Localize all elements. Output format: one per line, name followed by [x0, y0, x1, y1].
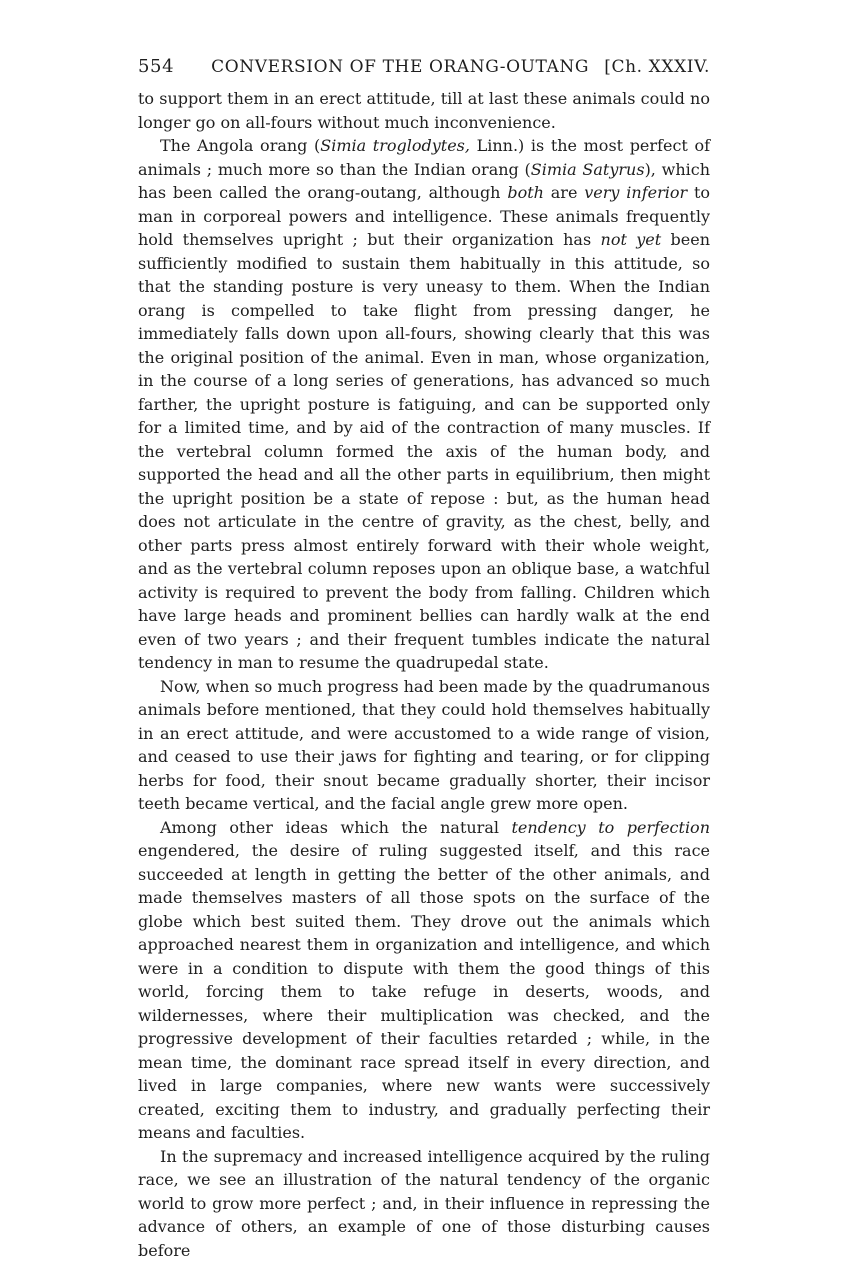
italic-text: Simia Satyrus: [531, 160, 645, 179]
book-page: [138, 56, 710, 1262]
body-text: [138, 87, 710, 1262]
text-run: engendered, the desire of ruling suggested itself, and this race succeeded at length in getting the better of the other animals, and made themselves masters of all those spots on the surface of the globe which best suited them. They drove out the animals which approached nearest them in organization and intelligence, and which were in a condition to dispute with them the good things of this world, forcing them to take refuge in deserts, woods, and wildernesses, where their multiplication was checked, and the progressive development of their faculties retarded ; while, in the mean time, the dominant race spread itself in every direction, and lived in large companies, where new wants were successively created, exciting them to industry, and gradually perfecting their means and faculties.: [138, 841, 710, 1142]
text-run: are: [544, 183, 584, 202]
paragraph: [138, 87, 710, 134]
italic-text: Simia troglodytes,: [320, 136, 470, 155]
page-number: 554: [138, 56, 196, 77]
text-run: Linn.) is the most perfect of animals ; much more so than the Indian orang (: [138, 136, 710, 179]
chapter-label: [Ch. XXXIV.: [604, 57, 710, 77]
text-run: Now, when so much progress had been made by the quadrumanous animals before mentioned, that they could hold themselves habitually in an erect attitude, and were accustomed to a wide range of vision, and ceased to use their jaws for fighting and tearing, or for clipping herbs for food, their snout became gradually shorter, their incisor teeth became vertical, and the facial angle grew more open.: [138, 677, 710, 814]
page-header: [138, 56, 710, 77]
text-run: to man in corporeal powers and intelligence. These animals frequently hold themselves upright ; but their organization has: [138, 183, 710, 249]
text-run: Among other ideas which the natural: [160, 818, 512, 837]
paragraph: [138, 675, 710, 816]
italic-text: not yet: [601, 230, 662, 249]
text-run: been sufficiently modified to sustain them habitually in this attitude, so that the standing posture is very uneasy to them. When the Indian orang is compelled to take flight from pressing danger, he immediately falls down upon all-fours, showing clearly that this was the original position of the animal. Even in man, whose organization, in the course of a long series of generations, has advanced so much farther, the upright posture is fatiguing, and can be supported only for a limited time, and by aid of the contraction of many muscles. If the vertebral column formed the axis of the human body, and supported the head and all the other parts in equilibrium, then might the upright position be a state of repose : but, as the human head does not articulate in the centre of gravity, as the chest, belly, and other parts press almost entirely forward with their whole weight, and as the vertebral column reposes upon an oblique base, a watchful activity is required to prevent the body from falling. Children which have large heads and prominent bellies can hardly walk at the end even of two years ; and their frequent tumbles indicate the natural tendency in man to resume the quadrupedal state.: [138, 230, 710, 672]
italic-text: tendency to perfection: [512, 818, 711, 837]
italic-text: very inferior: [584, 183, 687, 202]
running-head: CONVERSION OF THE ORANG-OUTANG: [196, 57, 604, 77]
text-run: The Angola orang (: [160, 136, 320, 155]
text-run: In the supremacy and increased intelligence acquired by the ruling race, we see an illustration of the natural tendency of the organic world to grow more perfect ; and, in their influence in repressing the advance of others, an example of one of those disturbing causes before: [138, 1147, 710, 1260]
paragraph: [138, 1145, 710, 1262]
paragraph: [138, 816, 710, 1145]
text-run: ), which has been called the orang-outang, although: [138, 160, 710, 203]
text-run: to support them in an erect attitude, till at last these animals could no longer go on all-fours without much inconvenience.: [138, 89, 710, 132]
paragraph: [138, 134, 710, 675]
italic-text: both: [507, 183, 544, 202]
